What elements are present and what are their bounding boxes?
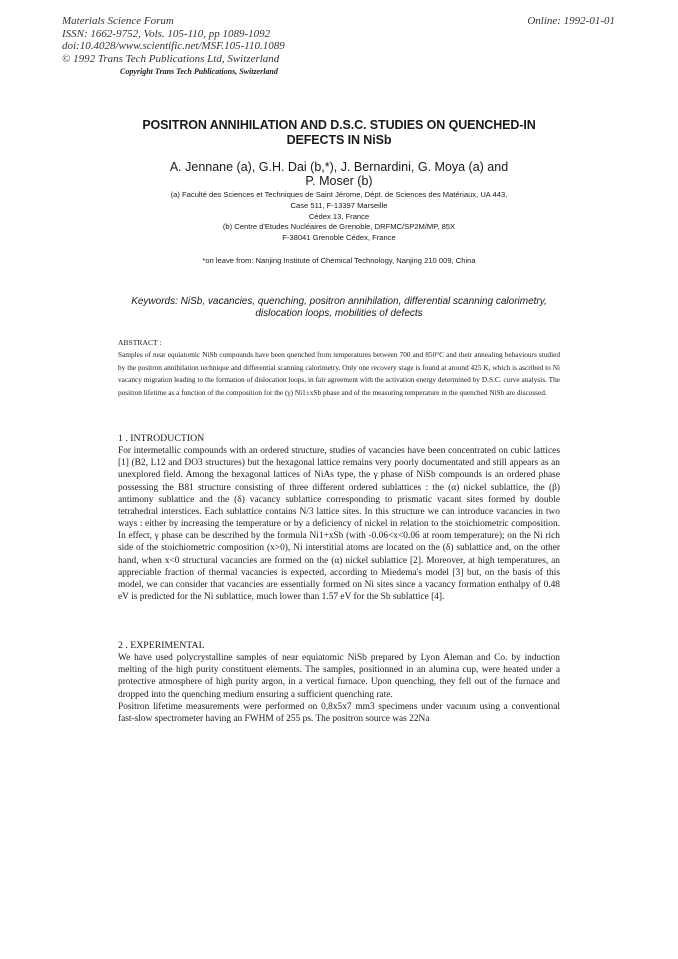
- experimental-section: [118, 640, 560, 725]
- section-text: Positron lifetime measurements were performed on 0,8x5x7 mm3 specimens under vacuum using a conventional fast-slow spectrometer having an FWHM of 255 ps. The positron source was 22Na: [118, 701, 560, 724]
- author-line: P. Moser (b): [305, 174, 373, 188]
- issn-line: ISSN: 1662-9752, Vols. 105-110, pp 1089-1092: [62, 27, 271, 40]
- publisher-line: © 1992 Trans Tech Publications Ltd, Switzerland: [62, 52, 280, 65]
- authors: [100, 160, 578, 188]
- introduction-section: [118, 433, 560, 603]
- abstract-text: Samples of near equiatomic NiSb compounds have been quenched from temperatures between 700 and 850°C and their annealing behaviours studied by the positron annihilation technique and differential scanning calorimetry. Only one recovery stage is found at around 425 K, which is ascribed to Ni vacancy migration leading to the formation of dislocation loops, in fair agreement with the activation energy determined by D.S.C. curve analysis. The positron lifetime as a function of the composition for the (γ) Ni1±xSb phase and of the measuring temperature in the quenched NiSb are discussed.: [118, 350, 560, 397]
- title-line: POSITRON ANNIHILATION AND D.S.C. STUDIES ON QUENCHED-IN: [142, 118, 536, 132]
- title-line: DEFECTS IN NiSb: [286, 133, 392, 147]
- online-date: Online: 1992-01-01: [527, 15, 615, 27]
- affiliations: [100, 190, 578, 244]
- section-text: We have used polycrystalline samples of near equiatomic NiSb prepared by Lyon Aleman and Co. by induction melting of the high purity constituent elements. The samples, positionned in an alumina cup, were heated under a protective atmosphere of high purity argon, in a vertical furnace. Upon quenching, they fell out of the furnace and dropped into the quenching medium ensuring a sufficient quenching rate.: [118, 653, 560, 700]
- abstract: [118, 337, 560, 399]
- keywords: [110, 296, 568, 320]
- affiliation-line: (a) Faculté des Sciences et Techniques de Saint Jérome, Dépt. de Sciences des Matériaux, UA 443,: [170, 190, 508, 199]
- journal-name: Materials Science Forum: [62, 15, 174, 27]
- paper-title: [100, 118, 578, 148]
- abstract-label: ABSTRACT :: [118, 338, 162, 347]
- journal-header: [62, 15, 285, 78]
- affiliation-line: F-38041 Grenoble Cédex, France: [282, 233, 396, 243]
- section-heading: 2 . EXPERIMENTAL: [118, 640, 205, 651]
- leave-note: *on leave from: Nanjing Institute of Chemical Technology, Nanjing 210 009, China: [202, 256, 476, 265]
- author-line: A. Jennane (a), G.H. Dai (b,*), J. Bernardini, G. Moya (a) and: [169, 160, 509, 174]
- copyright-line: Copyright Trans Tech Publications, Switzerland: [120, 67, 278, 76]
- doi-line: doi:10.4028/www.scientific.net/MSF.105-110.1089: [62, 40, 285, 52]
- section-text: For intermetallic compounds with an ordered structure, studies of vacancies have been concentrated on cubic lattices [1] (B2, L12 and DO3 structures) but the hexagonal lattice remains very poorly documentated and still appears as an unexplored field. Among the hexagonal lattices of NiAs type, the γ phase of NiSb compounds is an ordered phase possessing the B81 structure consisting of three different ordered sublattices : the (α) nickel sublattice, the (β) antimony sublattice and the (δ) vacancy sublattice corresponding to prismatic vacant sites formed by double tetrahedral interstices. Each sublattice contains N/3 lattice sites. In this structure we can introduce vacancies in two ways : either by increasing the temperature or by a deficiency of nickel in relation to the stoichiometric composition. In effect, γ phase can be described by the formula Ni1+xSb (with -0.06<x<0.06 at room temperature); on the Ni rich side of the stoichiometric composition (x>0), Ni interstitial atoms are located on the (δ) sublattice and, on the other hand, when x<0 structural vacancies are formed on the (α) nickel sublattice [2]. Moreover, at high temperatures, an appreciable fraction of thermal vacancies is expected, according to Miedema's model [3] but, on the basis of this model, we can consider that vacancies are essentially formed on Ni sites since a vacancy formation enthalpy of 0.48 eV is predicted for the Ni sublattice, much lower than 1.57 eV for the Sb sublattice [4].: [118, 446, 560, 603]
- affiliation-line: Case 511, F-13397 Marseille: [290, 200, 388, 210]
- affiliation-line: (b) Centre d'Etudes Nucléaires de Grenoble, DRFMC/SP2M/MP, 85X: [222, 222, 456, 232]
- affiliation-line: Cédex 13, France: [308, 211, 370, 221]
- keyword-line: Keywords: NiSb, vacancies, quenching, positron annihilation, differential scanning calorimetry,: [131, 296, 547, 307]
- section-heading: 1 . INTRODUCTION: [118, 433, 205, 444]
- keyword-line: dislocation loops, mobilities of defects: [255, 308, 423, 319]
